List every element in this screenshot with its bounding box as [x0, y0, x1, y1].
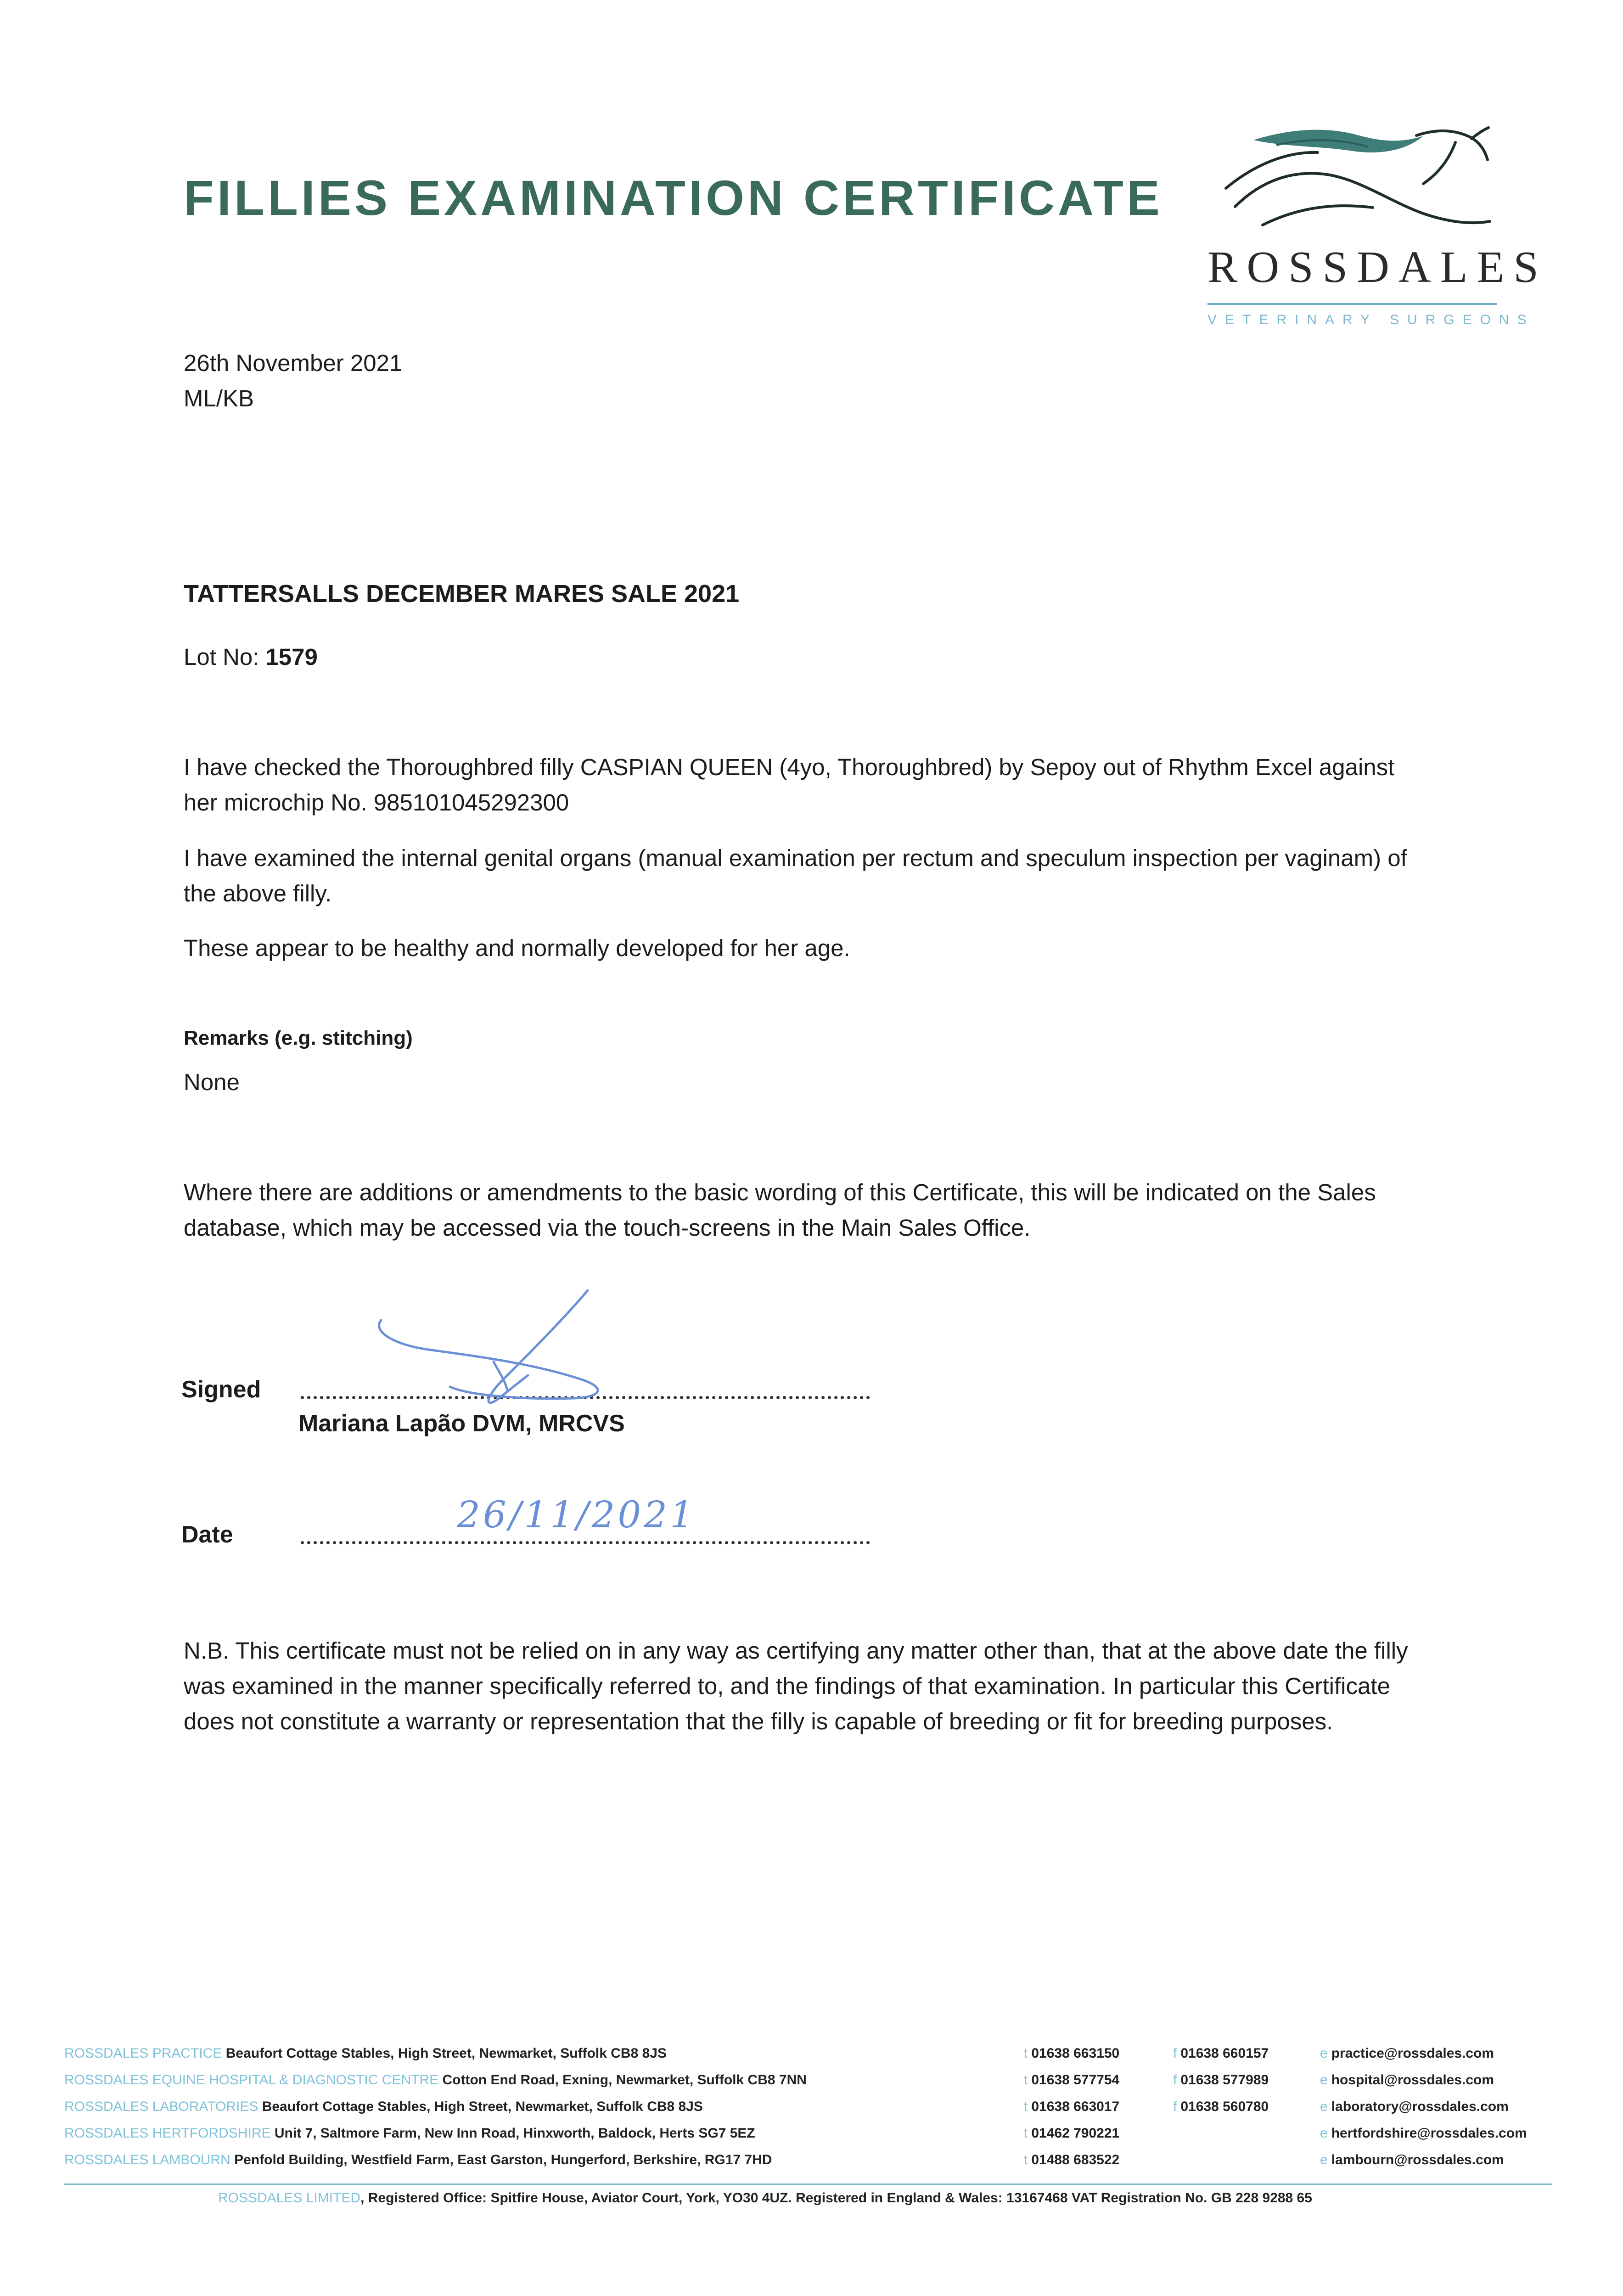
office-email[interactable]: e laboratory@rossdales.com [1320, 2099, 1509, 2114]
rossdales-logo [1207, 101, 1548, 328]
horse-logo-icon [1207, 101, 1501, 239]
letter-date: 26th November 2021 [184, 350, 403, 376]
office-tel: t 01638 577754 [1024, 2072, 1120, 2088]
footer [64, 2046, 1552, 2206]
letter-meta [184, 345, 402, 416]
brand-tagline: VETERINARY SURGEONS [1207, 312, 1535, 327]
lot-number-line [184, 639, 318, 675]
office-email[interactable]: e hospital@rossdales.com [1320, 2072, 1494, 2088]
remarks-label: Remarks (e.g. stitching) [184, 1027, 413, 1049]
date-label: Date [181, 1521, 233, 1548]
office-email[interactable]: e hertfordshire@rossdales.com [1320, 2126, 1527, 2141]
office-row: ROSSDALES HERTFORDSHIRE Unit 7, Saltmore Farm, New Inn Road, Hinxworth, Baldock, Herts SG7 5EZ [64, 2126, 755, 2141]
footer-offices [64, 2046, 1552, 2183]
sale-title: TATTERSALLS DECEMBER MARES SALE 2021 [184, 580, 740, 608]
brand-divider [1207, 303, 1497, 305]
office-row: ROSSDALES EQUINE HOSPITAL & DIAGNOSTIC CENTRE Cotton End Road, Exning, Newmarket, Suffolk CB8 7NN [64, 2072, 807, 2088]
letter-reference: ML/KB [184, 385, 254, 411]
brand-name: ROSSDALES [1207, 242, 1548, 292]
amendments-note: Where there are additions or amendments to the basic wording of this Certificate, this will be indicated on the Sales database, which may be accessed via the touch-screens in the Main Sales Office. [184, 1179, 1376, 1241]
paragraph-findings: These appear to be healthy and normally developed for her age. [184, 935, 850, 961]
paragraph-examination: I have examined the internal genital organs (manual examination per rectum and speculum inspection per vaginam) of the above filly. [184, 845, 1407, 906]
office-fax: f 01638 577989 [1173, 2072, 1269, 2088]
footer-divider [64, 2183, 1552, 2185]
office-row: ROSSDALES LABORATORIES Beaufort Cottage Stables, High Street, Newmarket, Suffolk CB8 8JS [64, 2099, 703, 2114]
paragraph-identification: I have checked the Thoroughbred filly CASPIAN QUEEN (4yo, Thoroughbred) by Sepoy out of Rhythm Excel against her microchip No. 985101045292300 [184, 754, 1395, 816]
office-row: ROSSDALES PRACTICE Beaufort Cottage Stables, High Street, Newmarket, Suffolk CB8 8JS [64, 2046, 667, 2061]
office-email[interactable]: e practice@rossdales.com [1320, 2046, 1494, 2061]
veterinarian-name: Mariana Lapão DVM, MRCVS [298, 1410, 625, 1437]
lot-number: 1579 [265, 644, 318, 670]
office-tel: t 01638 663017 [1024, 2099, 1120, 2114]
office-fax: f 01638 560780 [1173, 2099, 1269, 2114]
signed-label: Signed [181, 1376, 261, 1403]
office-tel: t 01488 683522 [1024, 2152, 1120, 2167]
registration-line: ROSSDALES LIMITED, Registered Office: Spitfire House, Aviator Court, York, YO30 4UZ. Registered in England & Wales: 13167468 VAT Registration No. GB 228 9288 65 [218, 2190, 1312, 2206]
disclaimer: N.B. This certificate must not be relied on in any way as certifying any matter other than, that at the above date the filly was examined in the manner specifically referred to, and the findings of that examination. In particular this Certificate does not constitute a warranty or representation that the filly is capable of breeding or fit for breeding purposes. [184, 1638, 1408, 1734]
office-tel: t 01462 790221 [1024, 2126, 1120, 2141]
remarks-value: None [184, 1069, 240, 1095]
lot-label: Lot No: [184, 644, 259, 670]
office-fax: f 01638 660157 [1173, 2046, 1269, 2061]
date-line [301, 1541, 870, 1544]
signature-mark [367, 1277, 716, 1424]
document-title: FILLIES EXAMINATION CERTIFICATE [184, 170, 1163, 225]
office-email[interactable]: e lambourn@rossdales.com [1320, 2152, 1504, 2167]
handwritten-date: 26/11/2021 [457, 1493, 696, 1536]
office-tel: t 01638 663150 [1024, 2046, 1120, 2061]
office-row: ROSSDALES LAMBOURN Penfold Building, Westfield Farm, East Garston, Hungerford, Berkshire, RG17 7HD [64, 2152, 772, 2167]
